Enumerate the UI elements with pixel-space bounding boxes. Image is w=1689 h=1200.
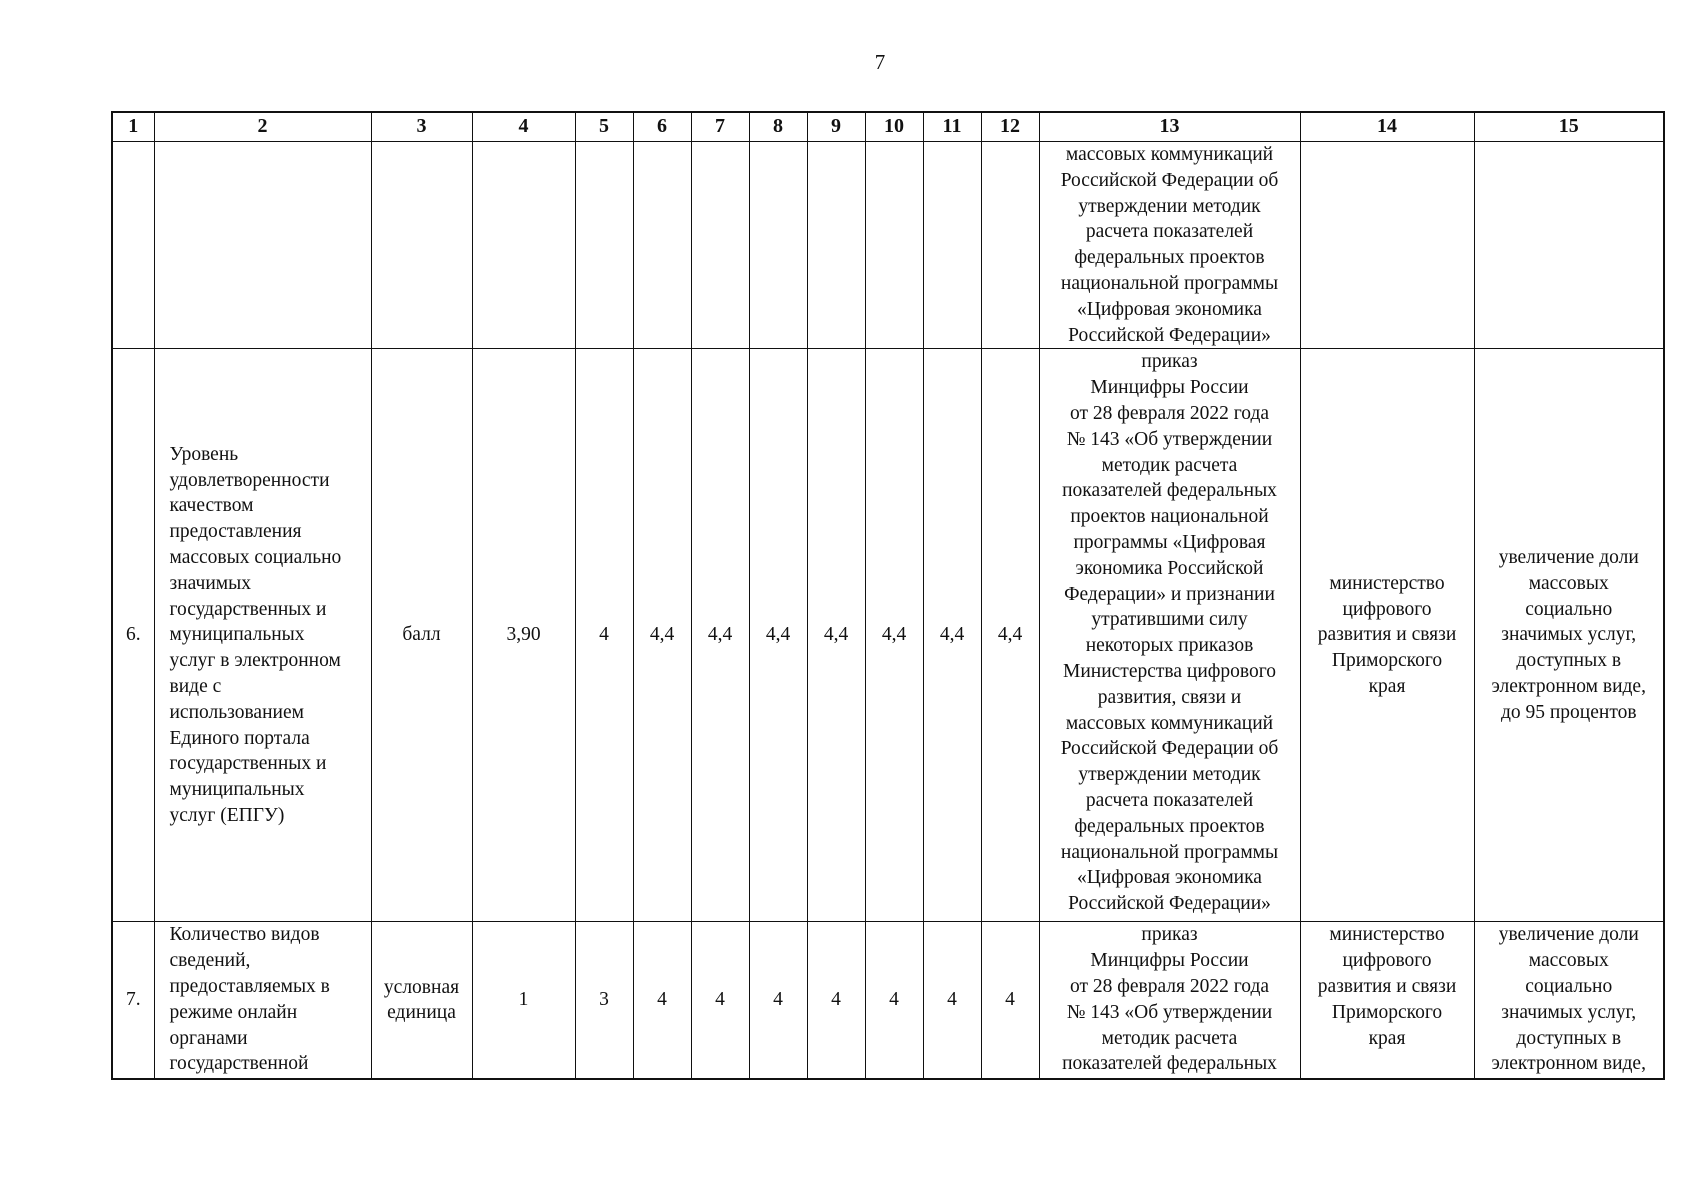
table-row xyxy=(112,142,1664,349)
year-value xyxy=(923,142,981,349)
document-cell: приказ Минцифры России от 28 февраля 2022 года № 143 «Об утверждении методик расчета показателей федеральных xyxy=(1039,922,1300,1080)
document-cell: массовых коммуникаций Российской Федерации об утверждении методик расчета показателей федеральных проектов национальной программы «Цифровая экономика Российской Федерации» xyxy=(1039,142,1300,349)
year-value xyxy=(691,142,749,349)
unit-cell xyxy=(371,142,472,349)
year-value: 4,4 xyxy=(807,349,865,922)
responsible-cell: министерство цифрового развития и связи Приморского края xyxy=(1300,922,1474,1080)
unit-cell: балл xyxy=(371,349,472,922)
year-value: 4 xyxy=(865,922,923,1080)
result-cell: увеличение доли массовых социально значимых услуг, доступных в электронном виде, до 95 процентов xyxy=(1474,349,1664,922)
column-header: 4 xyxy=(472,112,575,142)
table-header-row xyxy=(112,112,1664,142)
base-value: 3,90 xyxy=(472,349,575,922)
column-header: 10 xyxy=(865,112,923,142)
column-header: 3 xyxy=(371,112,472,142)
year-value xyxy=(981,142,1039,349)
row-number: 6. xyxy=(112,349,154,922)
result-cell xyxy=(1474,142,1664,349)
column-header: 11 xyxy=(923,112,981,142)
unit-cell: условная единица xyxy=(371,922,472,1080)
year-value: 4 xyxy=(633,922,691,1080)
result-cell: увеличение доли массовых социально значимых услуг, доступных в электронном виде, xyxy=(1474,922,1664,1080)
year-value: 4 xyxy=(691,922,749,1080)
year-value xyxy=(807,142,865,349)
table-row xyxy=(112,349,1664,922)
table-row xyxy=(112,922,1664,1080)
indicator-name xyxy=(154,142,371,349)
year-value: 4 xyxy=(749,922,807,1080)
column-header: 8 xyxy=(749,112,807,142)
column-header: 2 xyxy=(154,112,371,142)
row-number: 7. xyxy=(112,922,154,1080)
column-header: 5 xyxy=(575,112,633,142)
year-value: 4,4 xyxy=(923,349,981,922)
column-header: 6 xyxy=(633,112,691,142)
year-value xyxy=(865,142,923,349)
year-value: 4,4 xyxy=(691,349,749,922)
indicator-name: Уровень удовлетворенности качеством предоставления массовых социально значимых государственных и муниципальных услуг в электронном виде с использованием Единого портала государственных и муниципальных услуг (ЕПГУ) xyxy=(154,349,371,922)
year-value xyxy=(633,142,691,349)
year-value: 4 xyxy=(807,922,865,1080)
year-value xyxy=(749,142,807,349)
column-header: 7 xyxy=(691,112,749,142)
row-number xyxy=(112,142,154,349)
year-value: 4,4 xyxy=(749,349,807,922)
year-value: 4,4 xyxy=(633,349,691,922)
responsible-cell: министерство цифрового развития и связи Приморского края xyxy=(1300,349,1474,922)
year-value: 3 xyxy=(575,922,633,1080)
base-value xyxy=(472,142,575,349)
document-cell: приказ Минцифры России от 28 февраля 2022 года № 143 «Об утверждении методик расчета показателей федеральных проектов национальной программы «Цифровая экономика Российской Федерации» и признании утратившими силу некоторых приказов Министерства цифрового развития, связи и массовых коммуникаций Российской Федерации об утверждении методик расчета показателей федеральных проектов национальной программы «Цифровая экономика Российской Федерации» xyxy=(1039,349,1300,922)
column-header: 14 xyxy=(1300,112,1474,142)
year-value: 4,4 xyxy=(981,349,1039,922)
responsible-cell xyxy=(1300,142,1474,349)
base-value: 1 xyxy=(472,922,575,1080)
year-value xyxy=(575,142,633,349)
year-value: 4 xyxy=(923,922,981,1080)
year-value: 4,4 xyxy=(865,349,923,922)
indicators-table xyxy=(111,111,1665,1080)
year-value: 4 xyxy=(981,922,1039,1080)
indicator-name: Количество видов сведений, предоставляемых в режиме онлайн органами государственной xyxy=(154,922,371,1080)
page-number: 7 xyxy=(874,50,886,74)
year-value: 4 xyxy=(575,349,633,922)
column-header: 9 xyxy=(807,112,865,142)
column-header: 1 xyxy=(112,112,154,142)
column-header: 13 xyxy=(1039,112,1300,142)
column-header: 12 xyxy=(981,112,1039,142)
column-header: 15 xyxy=(1474,112,1664,142)
